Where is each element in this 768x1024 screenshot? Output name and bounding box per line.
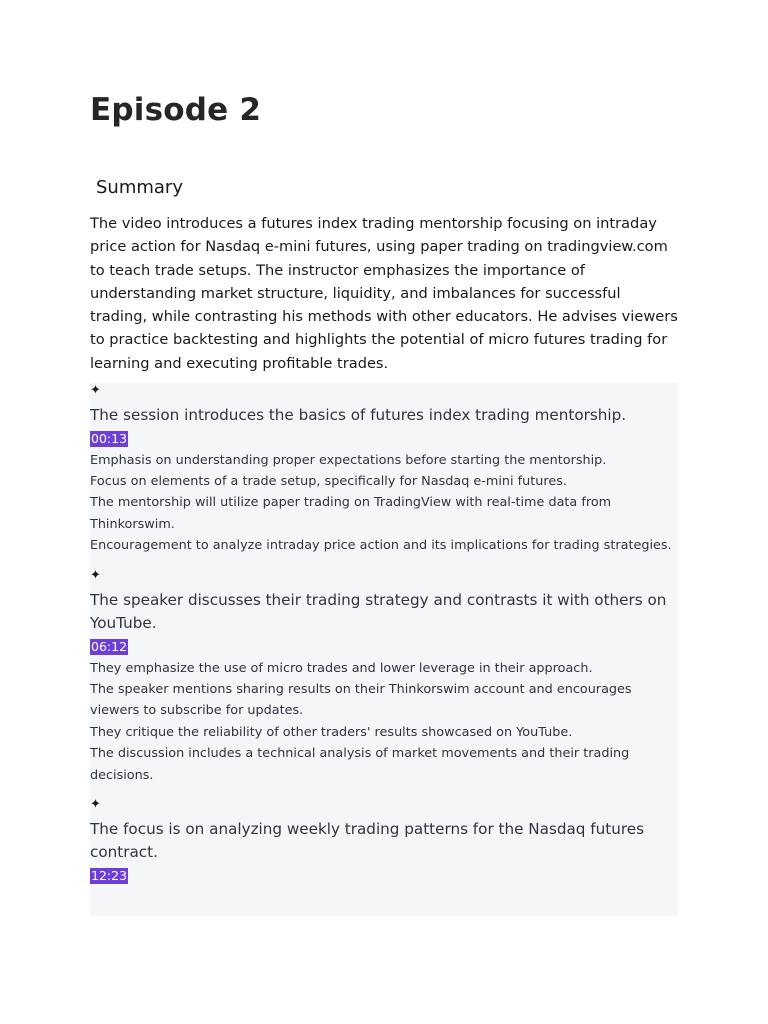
timestamp-link[interactable]: 12:23 [91, 867, 128, 883]
highlight-points [90, 450, 678, 557]
summary-text: The video introduces a futures index trading mentorship focusing on intraday price action for Nasdaq e-mini futures, using paper trading on tradingview.com to teach trade setups. The instructor emphasizes the importance of understanding market structure, liquidity, and imbalances for successful trading, while contrasting his methods with other educators. He advises viewers to practice backtesting and highlights the potential of micro futures trading for learning and executing profitable trades. [90, 215, 678, 372]
page-title: Episode 2 [90, 92, 262, 128]
highlight-title: The speaker discusses their trading strategy and contrasts it with others on YouTube. [90, 590, 667, 633]
list-item: Focus on elements of a trade setup, specifically for Nasdaq e-mini futures. [90, 473, 567, 489]
sparkle-icon: ✦ [90, 567, 101, 583]
list-item: Emphasis on understanding proper expectations before starting the mentorship. [90, 452, 607, 468]
sparkle-icon: ✦ [90, 383, 101, 398]
highlight-section [90, 797, 678, 884]
highlight-points [90, 658, 678, 786]
highlight-section [90, 383, 678, 557]
list-item: Encouragement to analyze intraday price action and its implications for trading strategies. [90, 538, 672, 554]
list-item: They critique the reliability of other traders' results showcased on YouTube. [90, 724, 573, 740]
highlight-title: The focus is on analyzing weekly trading patterns for the Nasdaq futures contract. [90, 819, 644, 862]
highlight-title: The session introduces the basics of futures index trading mentorship. [90, 406, 627, 424]
list-item: The speaker mentions sharing results on their Thinkorswim account and encourages viewers to subscribe for updates. [90, 681, 632, 719]
timestamp-link[interactable]: 06:12 [91, 638, 128, 654]
highlight-section [90, 568, 678, 786]
list-item: The discussion includes a technical analysis of market movements and their trading decisions. [90, 746, 630, 783]
highlights-panel [90, 383, 678, 916]
timestamp-link[interactable]: 00:13 [91, 430, 128, 446]
summary-heading: Summary [96, 177, 183, 198]
sparkle-icon: ✦ [90, 796, 101, 812]
list-item: They emphasize the use of micro trades and lower leverage in their approach. [90, 660, 593, 676]
list-item: The mentorship will utilize paper trading on TradingView with real-time data from Thinkorswim. [90, 495, 612, 532]
